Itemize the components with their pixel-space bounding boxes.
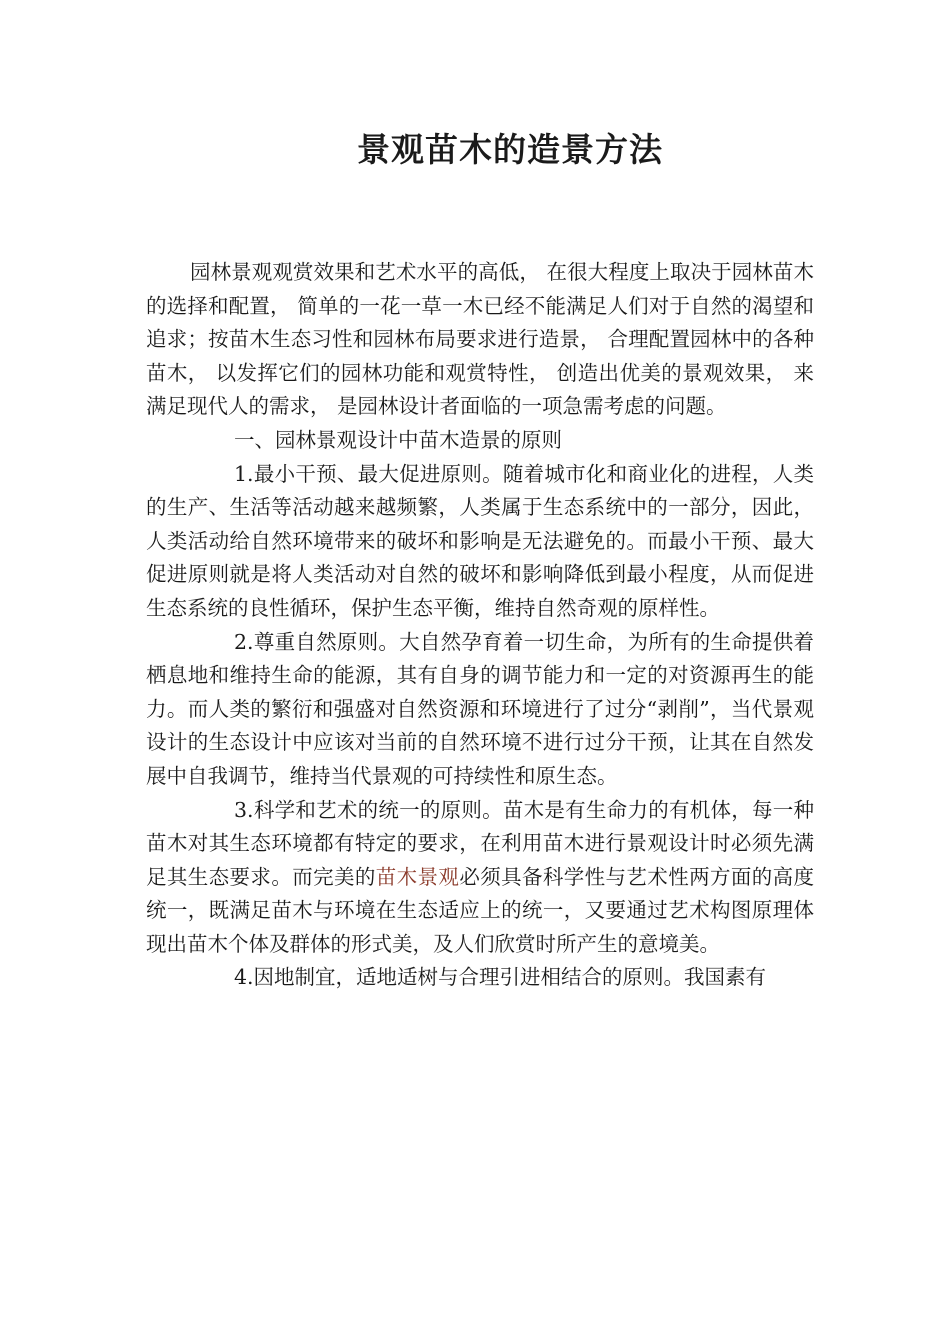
principle-paragraph-1: 1.最小干预、最大促进原则。随着城市化和商业化的进程，人类的生产、生活等活动越来越频繁，人类属于生态系统中的一部分，因此，人类活动给自然环境带来的破坏和影响是无法避免的。而最小干预、最大促进原则就是将人类活动对自然的破坏和影响降低到最小程度，从而促进生态系统的良性循环，保护生态平衡，维持自然奇观的原样性。 [146,461,814,620]
p3-text-before: 3.科学和艺术的统一的原则。苗木是有生命力的有机体，每一种苗木对其生态环境都有特定的要求，在利用苗木进行景观设计时必须先满足其生态要求。而完美的 [146,797,814,889]
principle-paragraph-3 [146,794,814,962]
p3-text-after: 必须具备科学性与艺术性两方面的高度统一，既满足苗木与环境在生态适应上的统一，又要通过艺术构图原理体现出苗木个体及群体的形式美，及人们欣赏时所产生的意境美。 [146,864,815,956]
principle-paragraph-2: 2.尊重自然原则。大自然孕育着一切生命，为所有的生命提供着栖息地和维持生命的能源，其有自身的调节能力和一定的对资源再生的能力。而人类的繁衍和强盛对自然资源和环境进行了过分“剥削”，当代景观设计的生态设计中应该对当前的自然环境不进行过分干预，让其在自然发展中自我调节，维持当代景观的可持续性和原生态。 [146,629,814,788]
document-body [146,256,814,995]
section-heading: 一、园林景观设计中苗木造景的原则 [234,427,562,452]
seedling-landscape-link[interactable]: 苗木景观 [375,864,460,889]
document-title: 景观苗木的造景方法 [357,130,663,169]
intro-paragraph: 园林景观观赏效果和艺术水平的高低， 在很大程度上取决于园林苗木的选择和配置， 简单的一花一草一木已经不能满足人们对于自然的渴望和追求；按苗木生态习性和园林布局要求进行造景， 合理配置园林中的各种苗木， 以发挥它们的园林功能和观赏特性， 创造出优美的景观效果， 来满足现代人的需求， 是园林设计者面临的一项急需考虑的问题。 [146,260,814,419]
principle-paragraph-4: 4.因地制宜，适地适树与合理引进相结合的原则。我国素有 [234,965,767,990]
